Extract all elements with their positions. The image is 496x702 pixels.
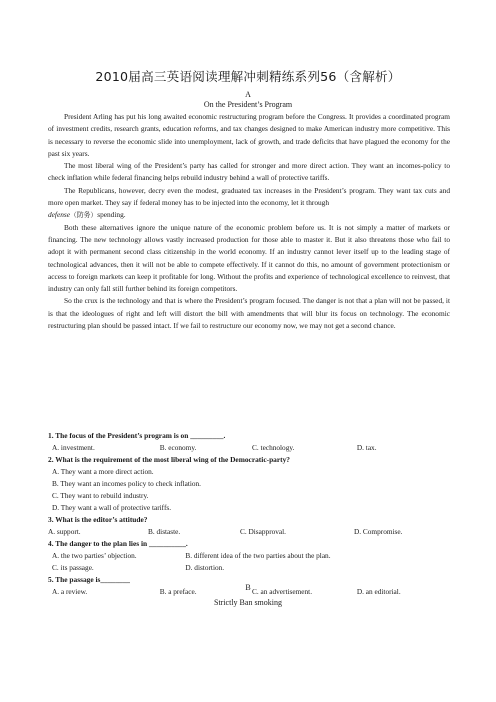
question-stem: 2. What is the requirement of the most liberal wing of the Democratic-party? [48,455,291,464]
option-a: A. support. [48,527,81,536]
paragraph-3-text: The Republicans, however, decry even the modest, graduated tax increases in the President’s program. They want tax cuts and more open market. They say if federal money has to be injected into the economy, let it through [48,185,450,208]
option-b: B. distaste. [148,527,181,536]
question-stem: 5. The passage is________ [48,575,130,584]
question-1 [48,430,450,454]
option-d: D. Compromise. [354,527,403,536]
paragraph-2: The most liberal wing of the President’s party has called for stronger and more direct action. They want an incomes-policy to check inflation while federal financing helps rebuild industry behind a wall of protective tariffs. [48,161,450,183]
question-4 [48,538,450,574]
option-a: A. the two parties’ objection. [52,551,137,560]
question-stem: 4. The danger to the plan lies in __________. [48,539,188,548]
option-b: B. They want an incomes policy to check inflation. [52,479,202,488]
paragraph-3-chinese-gloss: （防务） [70,211,98,220]
paragraph-3 [48,185,450,222]
option-c: C. technology. [252,443,295,452]
paragraph-3-tail: spending. [97,210,126,220]
article-a-title: On the President’s Program [203,100,293,109]
question-3 [48,514,450,538]
document-title: 2010届高三英语阅读理解冲刺精练系列56（含解析） [95,69,401,84]
option-c: C. Disapproval. [240,527,287,536]
option-a: A. investment. [52,443,95,452]
option-d: D. They want a wall of protective tariffs. [52,503,172,512]
section-a-label: A [245,90,251,99]
option-row [48,562,450,574]
option-c: C. an advertisement. [252,587,313,596]
option-row [48,526,450,538]
paragraph-5: So the crux is the technology and that is where the President’s program focused. The danger is not that a plan will not be passed, it is that the ideologues of right and left will distort the bill with amendments that will blur its focus on technology. The economic restructuring plan should be passed intact. If we fail to restructure our economy now, we may not get a second chance. [48,296,450,331]
option-d: D. an editorial. [356,587,401,596]
question-stem: 1. The focus of the President’s program is on _________. [48,431,226,440]
option-a: A. a review. [52,587,88,596]
question-stem: 3. What is the editor’s attitude? [48,515,148,524]
option-c: C. its passage. [52,563,94,572]
question-list [48,430,450,598]
article-a-body [48,111,450,332]
option-row [48,550,450,562]
section-b-label: B [245,583,251,592]
option-row [48,442,450,454]
paragraph-3-italic-word: defense [48,210,71,220]
option-b: B. a preface. [159,587,197,596]
option-d: D. tax. [356,443,377,452]
option-c: C. They want to rebuild industry. [52,491,149,500]
article-b-title: Strictly Ban smoking [214,598,282,607]
option-a: A. They want a more direct action. [52,467,154,476]
option-d: D. distortion. [185,563,225,572]
question-2 [48,454,450,514]
option-b: B. economy. [159,443,197,452]
option-b: B. different idea of the two parties about the plan. [185,551,331,560]
paragraph-4: Both these alternatives ignore the unique nature of the economic problem before us. It is not simply a matter of markets or financing. The new technology allows vastly increased production for those able to master it. But it also threatens those who fail to adopt it with permanent second class citizenship in the world economy. If an industry cannot lever itself up to the leading stage of technological advances, then it will not be able to compete effectively. If it cannot do this, no amount of government protectionism or access to foreign markets can keep it profitable for long. Without the profits and experience of technological excellence to reinvest, that industry can only fall still further behind its foreign competitors. [48,222,450,294]
paragraph-1: President Arling has put his long awaited economic restructuring program before the Congress. It provides a coordinated program of investment credits, research grants, education reforms, and tax changes designed to make American industry more competitive. This is necessary to reverse the economic slide into unemployment, lack of growth, and trade deficits that have plagued the economy for the past six years. [48,112,450,158]
